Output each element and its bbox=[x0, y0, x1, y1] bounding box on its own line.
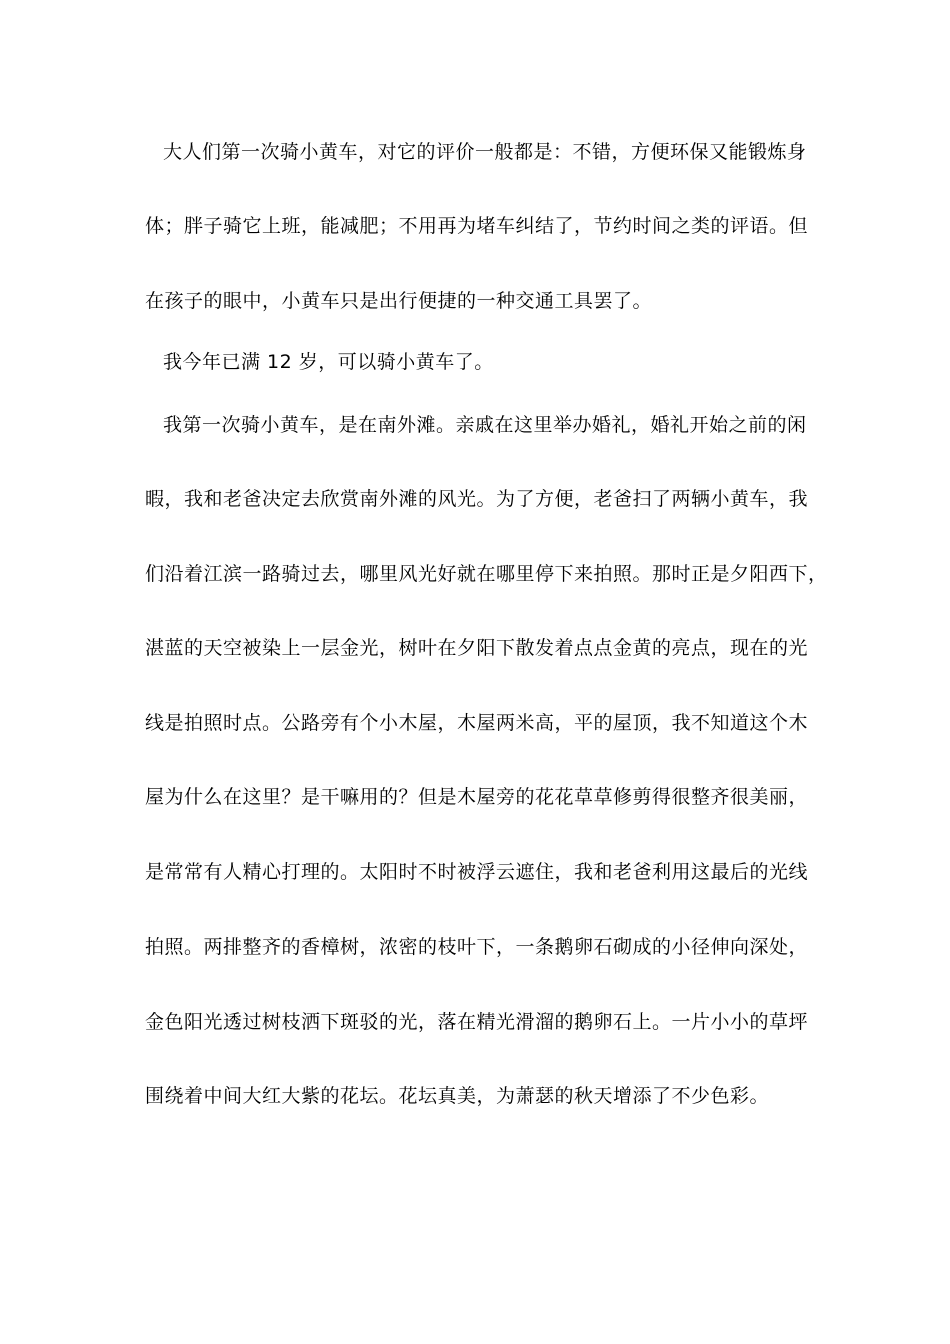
paragraph-3-line-1: 我第一次骑小黄车，是在南外滩。亲戚在这里举办婚礼，婚礼开始之前的闲 bbox=[163, 414, 807, 436]
paragraph-1-line-1: 大人们第一次骑小黄车，对它的评价一般都是：不错，方便环保又能锻炼身 bbox=[163, 141, 807, 163]
paragraph-3-line-6: 屋为什么在这里？是干嘛用的？但是木屋旁的花花草草修剪得很整齐很美丽， bbox=[145, 786, 809, 808]
paragraph-3-line-8: 拍照。两排整齐的香樟树，浓密的枝叶下，一条鹅卵石砌成的小径伸向深处， bbox=[145, 936, 809, 958]
paragraph-3-line-5: 线是拍照时点。公路旁有个小木屋，木屋两米高，平的屋顶，我不知道这个木 bbox=[145, 712, 809, 734]
paragraph-3-line-2: 暇，我和老爸决定去欣赏南外滩的风光。为了方便，老爸扫了两辆小黄车，我 bbox=[145, 488, 809, 510]
paragraph-1-line-2: 体；胖子骑它上班，能减肥；不用再为堵车纠结了，节约时间之类的评语。但 bbox=[145, 215, 809, 237]
paragraph-2-line-1: 我今年已满 12 岁，可以骑小黄车了。 bbox=[163, 351, 494, 373]
paragraph-1-line-3: 在孩子的眼中，小黄车只是出行便捷的一种交通工具罢了。 bbox=[145, 290, 653, 312]
paragraph-3-line-3: 们沿着江滨一路骑过去，哪里风光好就在哪里停下来拍照。那时正是夕阳西下， bbox=[145, 563, 828, 585]
paragraph-3-line-9: 金色阳光透过树枝洒下斑驳的光，落在精光滑溜的鹅卵石上。一片小小的草坪 bbox=[145, 1011, 809, 1033]
paragraph-3-line-7: 是常常有人精心打理的。太阳时不时被浮云遮住，我和老爸利用这最后的光线 bbox=[145, 861, 809, 883]
paragraph-3-line-10: 围绕着中间大红大紫的花坛。花坛真美，为萧瑟的秋天增添了不少色彩。 bbox=[145, 1085, 770, 1107]
paragraph-3-line-4: 湛蓝的天空被染上一层金光，树叶在夕阳下散发着点点金黄的亮点，现在的光 bbox=[145, 637, 809, 659]
